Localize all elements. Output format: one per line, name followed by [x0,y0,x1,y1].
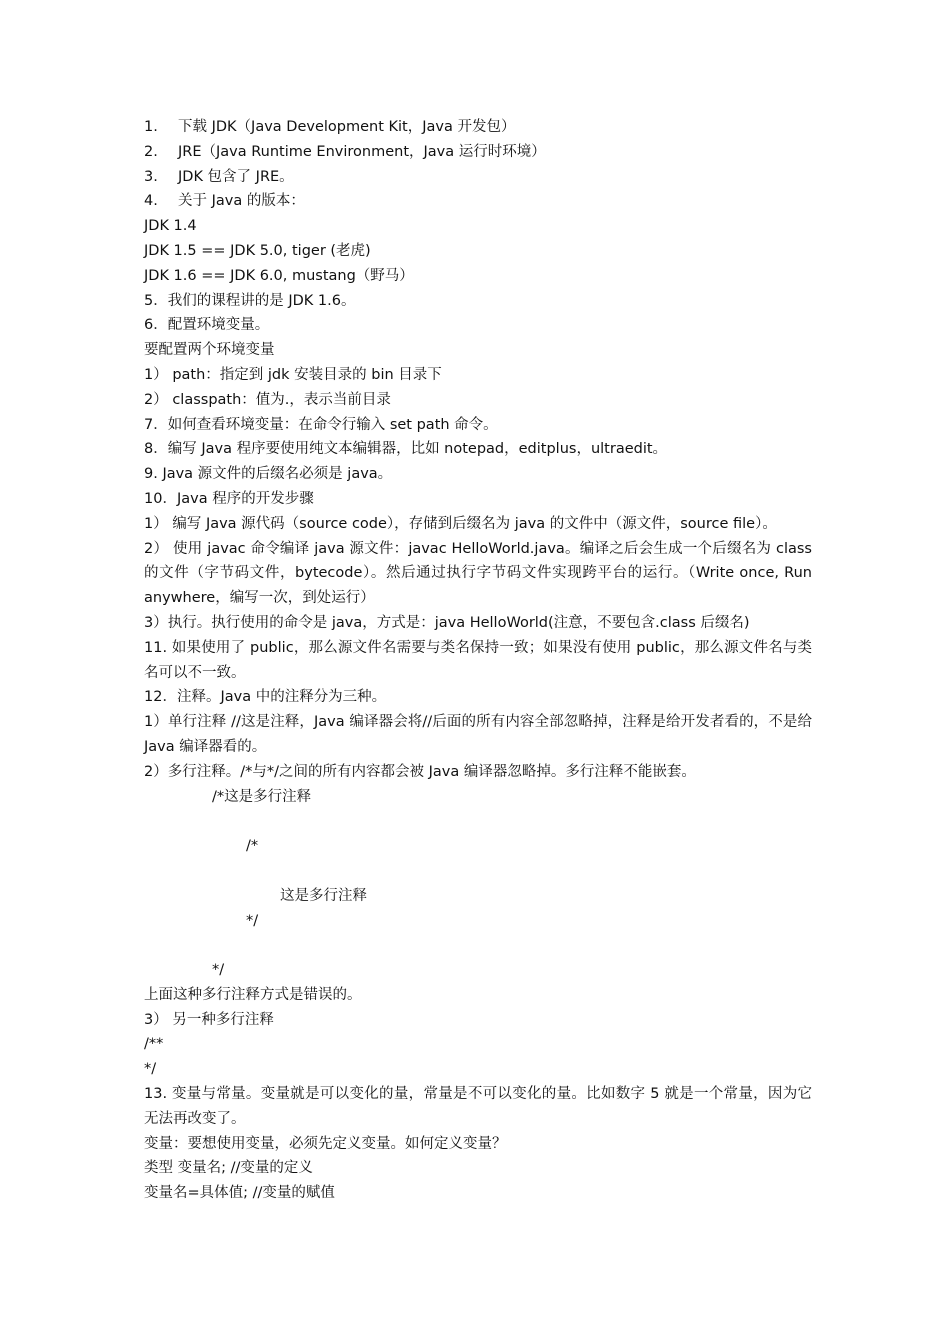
text-line-env-vars: 6．配置环境变量。 [144,317,270,334]
list-text: JDK 包含了 JRE。 [178,168,294,185]
list-number: 3. [144,168,158,185]
text-line-suffix: 9. Java 源文件的后缀名必须是 java。 [144,466,393,483]
code-line-var-decl: 类型 变量名; //变量的定义 [144,1160,313,1177]
list-number: 4. [144,193,158,210]
list-item-jdk-contains-jre [144,165,812,190]
code-line-inner-text: 这是多行注释 [280,887,367,904]
text-line-dev-steps: 10．Java 程序的开发步骤 [144,490,314,507]
text-line-comments: 12．注释。Java 中的注释分为三种。 [144,689,387,706]
blank-line [144,809,812,834]
list-item-jre [144,140,812,165]
text-line-jdk16: JDK 1.6 == JDK 6.0, mustang（野马） [144,267,414,284]
text-line-classpath: 2） classpath：值为.，表示当前目录 [144,391,391,408]
text-line-jdk14: JDK 1.4 [144,218,197,235]
text-line-multi-comment: 2）多行注释。/*与*/之间的所有内容都会被 Java 编译器忽略掉。多行注释不能嵌套。 [144,763,696,780]
document-body [144,115,812,1206]
text-line-editors: 8．编写 Java 程序要使用纯文本编辑器，比如 notepad，editplus，ultraedit。 [144,441,668,458]
text-line-path: 1） path：指定到 jdk 安装目录的 bin 目录下 [144,366,442,383]
text-line-step-run: 3）执行。执行使用的命令是 java，方式是：java HelloWorld(注意，不要包含.class 后缀名) [144,614,750,631]
list-text: JRE（Java Runtime Environment，Java 运行时环境） [178,143,546,160]
list-item-download-jdk [144,115,812,140]
list-number: 1. [144,119,158,135]
text-line-course-version: 5．我们的课程讲的是 JDK 1.6。 [144,292,356,309]
text-line-set-path: 7．如何查看环境变量：在命令行输入 set path 命令。 [144,416,498,433]
text-line-two-vars: 要配置两个环境变量 [144,342,275,359]
text-line-single-comment: 1）单行注释 //这是注释，Java 编译器会将//后面的所有内容全部忽略掉，注释是给开发者看的，不是给 Java 编译器看的。 [144,714,812,755]
code-line-inner-open: /* [246,838,259,855]
blank-line [144,933,812,958]
text-line-variables: 13. 变量与常量。变量就是可以变化的量，常量是不可以变化的量。比如数字 5 就是一个常量，因为它无法再改变了。 [144,1086,812,1127]
text-line-another-comment: 3） 另一种多行注释 [144,1011,274,1028]
list-number: 2. [144,143,158,160]
list-text: 关于 Java 的版本： [178,193,305,210]
list-item-java-versions [144,189,812,214]
text-line-define-var: 变量：要想使用变量，必须先定义变量。如何定义变量？ [144,1135,507,1152]
text-line-jdk15: JDK 1.5 == JDK 5.0, tiger (老虎) [144,242,371,259]
code-line-doc-open: /** [144,1036,164,1053]
code-line-doc-close: */ [144,1061,157,1078]
text-line-step-compile: 2） 使用 javac 命令编译 java 源文件：javac HelloWorld.java。编译之后会生成一个后缀名为 class 的文件（字节码文件，bytecode）。然后通过执行字节码文件实现跨平台的运行。（Write once, Run anywhere，编写一次，到处运行） [144,540,812,607]
blank-line [144,859,812,884]
list-text: 下载 JDK（Java Development Kit，Java 开发包） [178,119,516,135]
code-line-outer-open: /*这是多行注释 [212,788,312,805]
text-line-step-write: 1） 编写 Java 源代码（source code），存储到后缀名为 java 的文件中（源文件，source file）。 [144,515,777,532]
code-line-var-assign: 变量名=具体值; //变量的赋值 [144,1185,335,1202]
text-line-public: 11. 如果使用了 public，那么源文件名需要与类名保持一致；如果没有使用 public，那么源文件名与类名可以不一致。 [144,639,812,681]
code-line-inner-close: */ [246,912,259,929]
code-line-outer-close: */ [212,962,225,979]
text-line-wrong-way: 上面这种多行注释方式是错误的。 [144,986,362,1003]
